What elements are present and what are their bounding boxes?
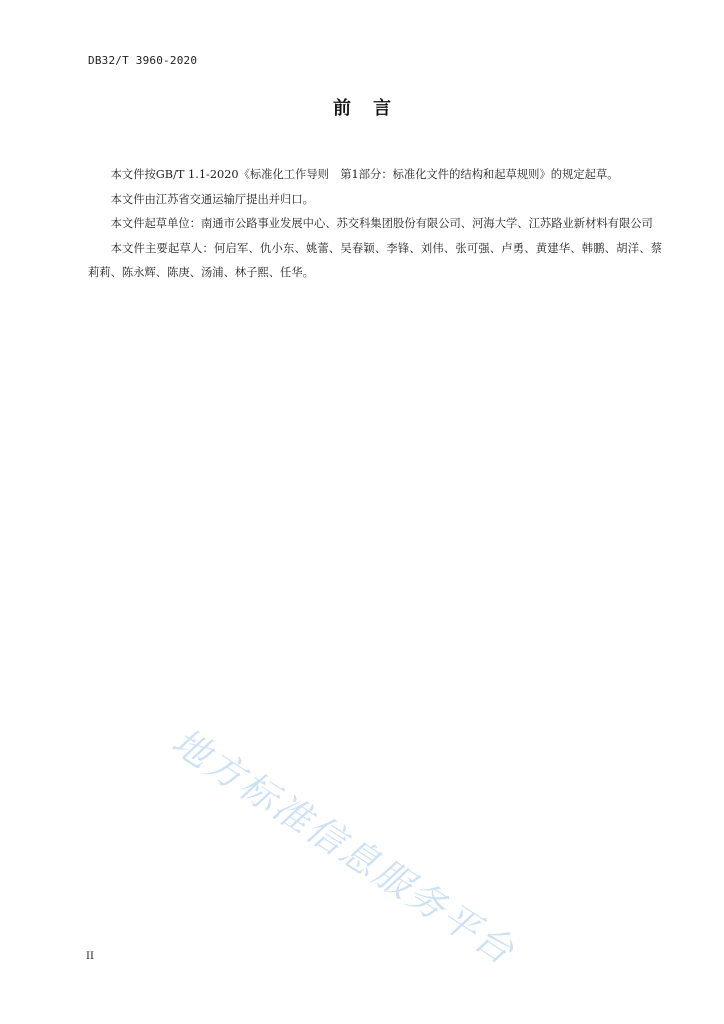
paragraph-proposer: 本文件由江苏省交通运输厅提出并归口。 (110, 192, 314, 206)
page-number: II (86, 951, 94, 962)
foreword-body (88, 163, 662, 286)
document-code: DB32/T 3960-2020 (88, 54, 198, 67)
page-title: 前言 (333, 98, 413, 119)
watermark: 地方标准信息服务平台 (164, 719, 524, 974)
paragraph-drafting-rules: 本文件按GB/T 1.1-2020《标准化工作导则 第1部分：标准化文件的结构和起草规则》的规定起草。 (110, 168, 619, 181)
paragraph-drafters: 本文件主要起草人：何启军、仇小东、姚蕾、吴春颖、李锋、刘伟、张可强、卢勇、黄建华、韩鹏、胡洋、蔡莉莉、陈永辉、陈庚、汤浦、林子熙、任华。 (88, 241, 662, 279)
paragraph-drafting-units: 本文件起草单位：南通市公路事业发展中心、苏交科集团股份有限公司、河海大学、江苏路业新材料有限公司 (110, 217, 653, 230)
